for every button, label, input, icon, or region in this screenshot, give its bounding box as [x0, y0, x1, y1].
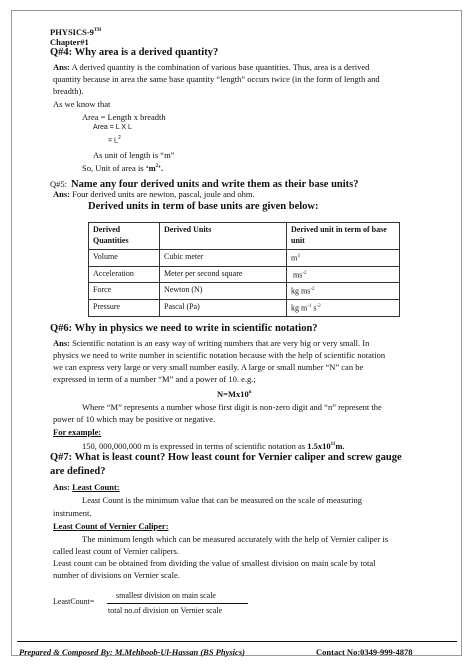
table-title: Derived units in term of base units are given below: [88, 201, 319, 212]
scientific-notation-formula: $N=Mx10^n$ [217, 388, 252, 399]
where-line-2: power of 10 which may be positive or negative. [53, 414, 216, 424]
table-row [89, 299, 400, 316]
cell-base: $m^3$ [287, 250, 400, 267]
footer-divider [17, 641, 457, 642]
formula-denominator: total no.of division on Vernier scale [108, 606, 223, 615]
q4-answer-line-1: Ans: A derived quantity is the combination of various base quantities. Thus, area is a derived [53, 62, 370, 72]
q4-answer-line-2: quantity because in area the same base quantity “length” occurs twice (in the form of length and [53, 74, 380, 84]
cell-base: kg $ms^{-2}$ [287, 283, 400, 300]
example-label: For example: [53, 427, 102, 437]
vernier-line-2: called least count of Vernier calipers. [53, 546, 179, 556]
vernier-line-4: number of divisions on Vernier scale. [53, 570, 180, 580]
least-count-line-2: instrument. [53, 508, 92, 518]
subject-title: PHYSICS-9TH [50, 26, 102, 37]
area-formula-2: Area = L X L [93, 124, 132, 131]
q6-answer-line-3: we can express very large or very small number easily. A large or small number “N” can be [53, 362, 364, 372]
cell-quantity: Acceleration [89, 266, 160, 283]
q7-heading-line-1: Q#7: What is least count? How least count for Vernier caliper and screw gauge [50, 452, 402, 463]
unit-area-line: So, Unit of area is ‘$m^2$’. [82, 162, 164, 173]
cell-unit: Pascal (Pa) [160, 299, 287, 316]
footer-contact: Contact No:0349-999-4878 [316, 647, 413, 657]
cell-unit: Meter per second square [160, 266, 287, 283]
formula-numerator: smallest division on main scale [116, 591, 216, 600]
q7-ans-line: Ans: Least Count: [53, 482, 120, 492]
chapter-label: Chapter#1 [50, 37, 89, 47]
vernier-heading: Least Count of Vernier Caliper: [53, 521, 169, 531]
col-header-base: Derived unit in term of base unit [287, 223, 400, 250]
q5-heading: Q#5: Name any four derived units and write them as their base units? [50, 179, 359, 190]
we-know-text: As we know that [53, 99, 111, 109]
example-text: 150, 000,000,000 m is expressed in terms of scientific notation as $1.5x10^{11}m$. [82, 440, 345, 451]
cell-quantity: Volume [89, 250, 160, 267]
q4-heading: Q#4: Why area is a derived quantity? [50, 47, 219, 58]
area-formula-3: = $L^2$ [108, 135, 121, 145]
unit-length-note: As unit of length is “m” [93, 150, 175, 160]
cell-base: kg $m^{-1}$ $s^{-2}$ [287, 299, 400, 316]
cell-quantity: Pressure [89, 299, 160, 316]
table-header-row [89, 223, 400, 250]
q6-answer-line-4: expressed in term of a number “M” and a power of 10. e.g.; [53, 374, 256, 384]
derived-units-table [88, 222, 400, 317]
cell-quantity: Force [89, 283, 160, 300]
vernier-line-3: Least count can be obtained from dividing the value of smallest division on main scale by total [53, 558, 376, 568]
q6-answer-line-1: Ans: Scientific notation is an easy way of writing numbers that are very big or very small. In [53, 338, 370, 348]
cell-unit: Cubic meter [160, 250, 287, 267]
table-row [89, 266, 400, 283]
vernier-line-1: The minimum length which can be measured accurately with the help of Vernier caliper is [82, 534, 389, 544]
formula-lhs: LeastCount= [53, 597, 95, 606]
q6-heading: Q#6: Why in physics we need to write in scientific notation? [50, 323, 318, 334]
table-row [89, 283, 400, 300]
least-count-line-1: Least Count is the minimum value that can be measured on the scale of measuring [82, 495, 362, 505]
col-header-unit: Derived Units [160, 223, 287, 250]
cell-base: $ms^{-2}$ [287, 266, 400, 283]
footer-credit: Prepared & Composed By: M.Mehboob-Ul-Hassan (BS Physics) [19, 647, 245, 657]
table-row [89, 250, 400, 267]
fraction-bar [107, 603, 248, 604]
cell-unit: Newton (N) [160, 283, 287, 300]
q5-answer: Ans: Four derived units are newton, pascal, joule and ohm. [53, 189, 255, 199]
where-line-1: Where “M” represents a number whose first digit is non-zero digit and “n” represent the [82, 402, 382, 412]
area-formula-1: Area = Length x breadth [82, 112, 166, 122]
q7-heading-line-2: are defined? [50, 466, 106, 477]
col-header-quantity: Derived Quantities [89, 223, 160, 250]
q4-answer-line-3: breadth). [53, 86, 84, 96]
q6-answer-line-2: physics we need to write number in scientific notation because with the help of scientific notation [53, 350, 386, 360]
